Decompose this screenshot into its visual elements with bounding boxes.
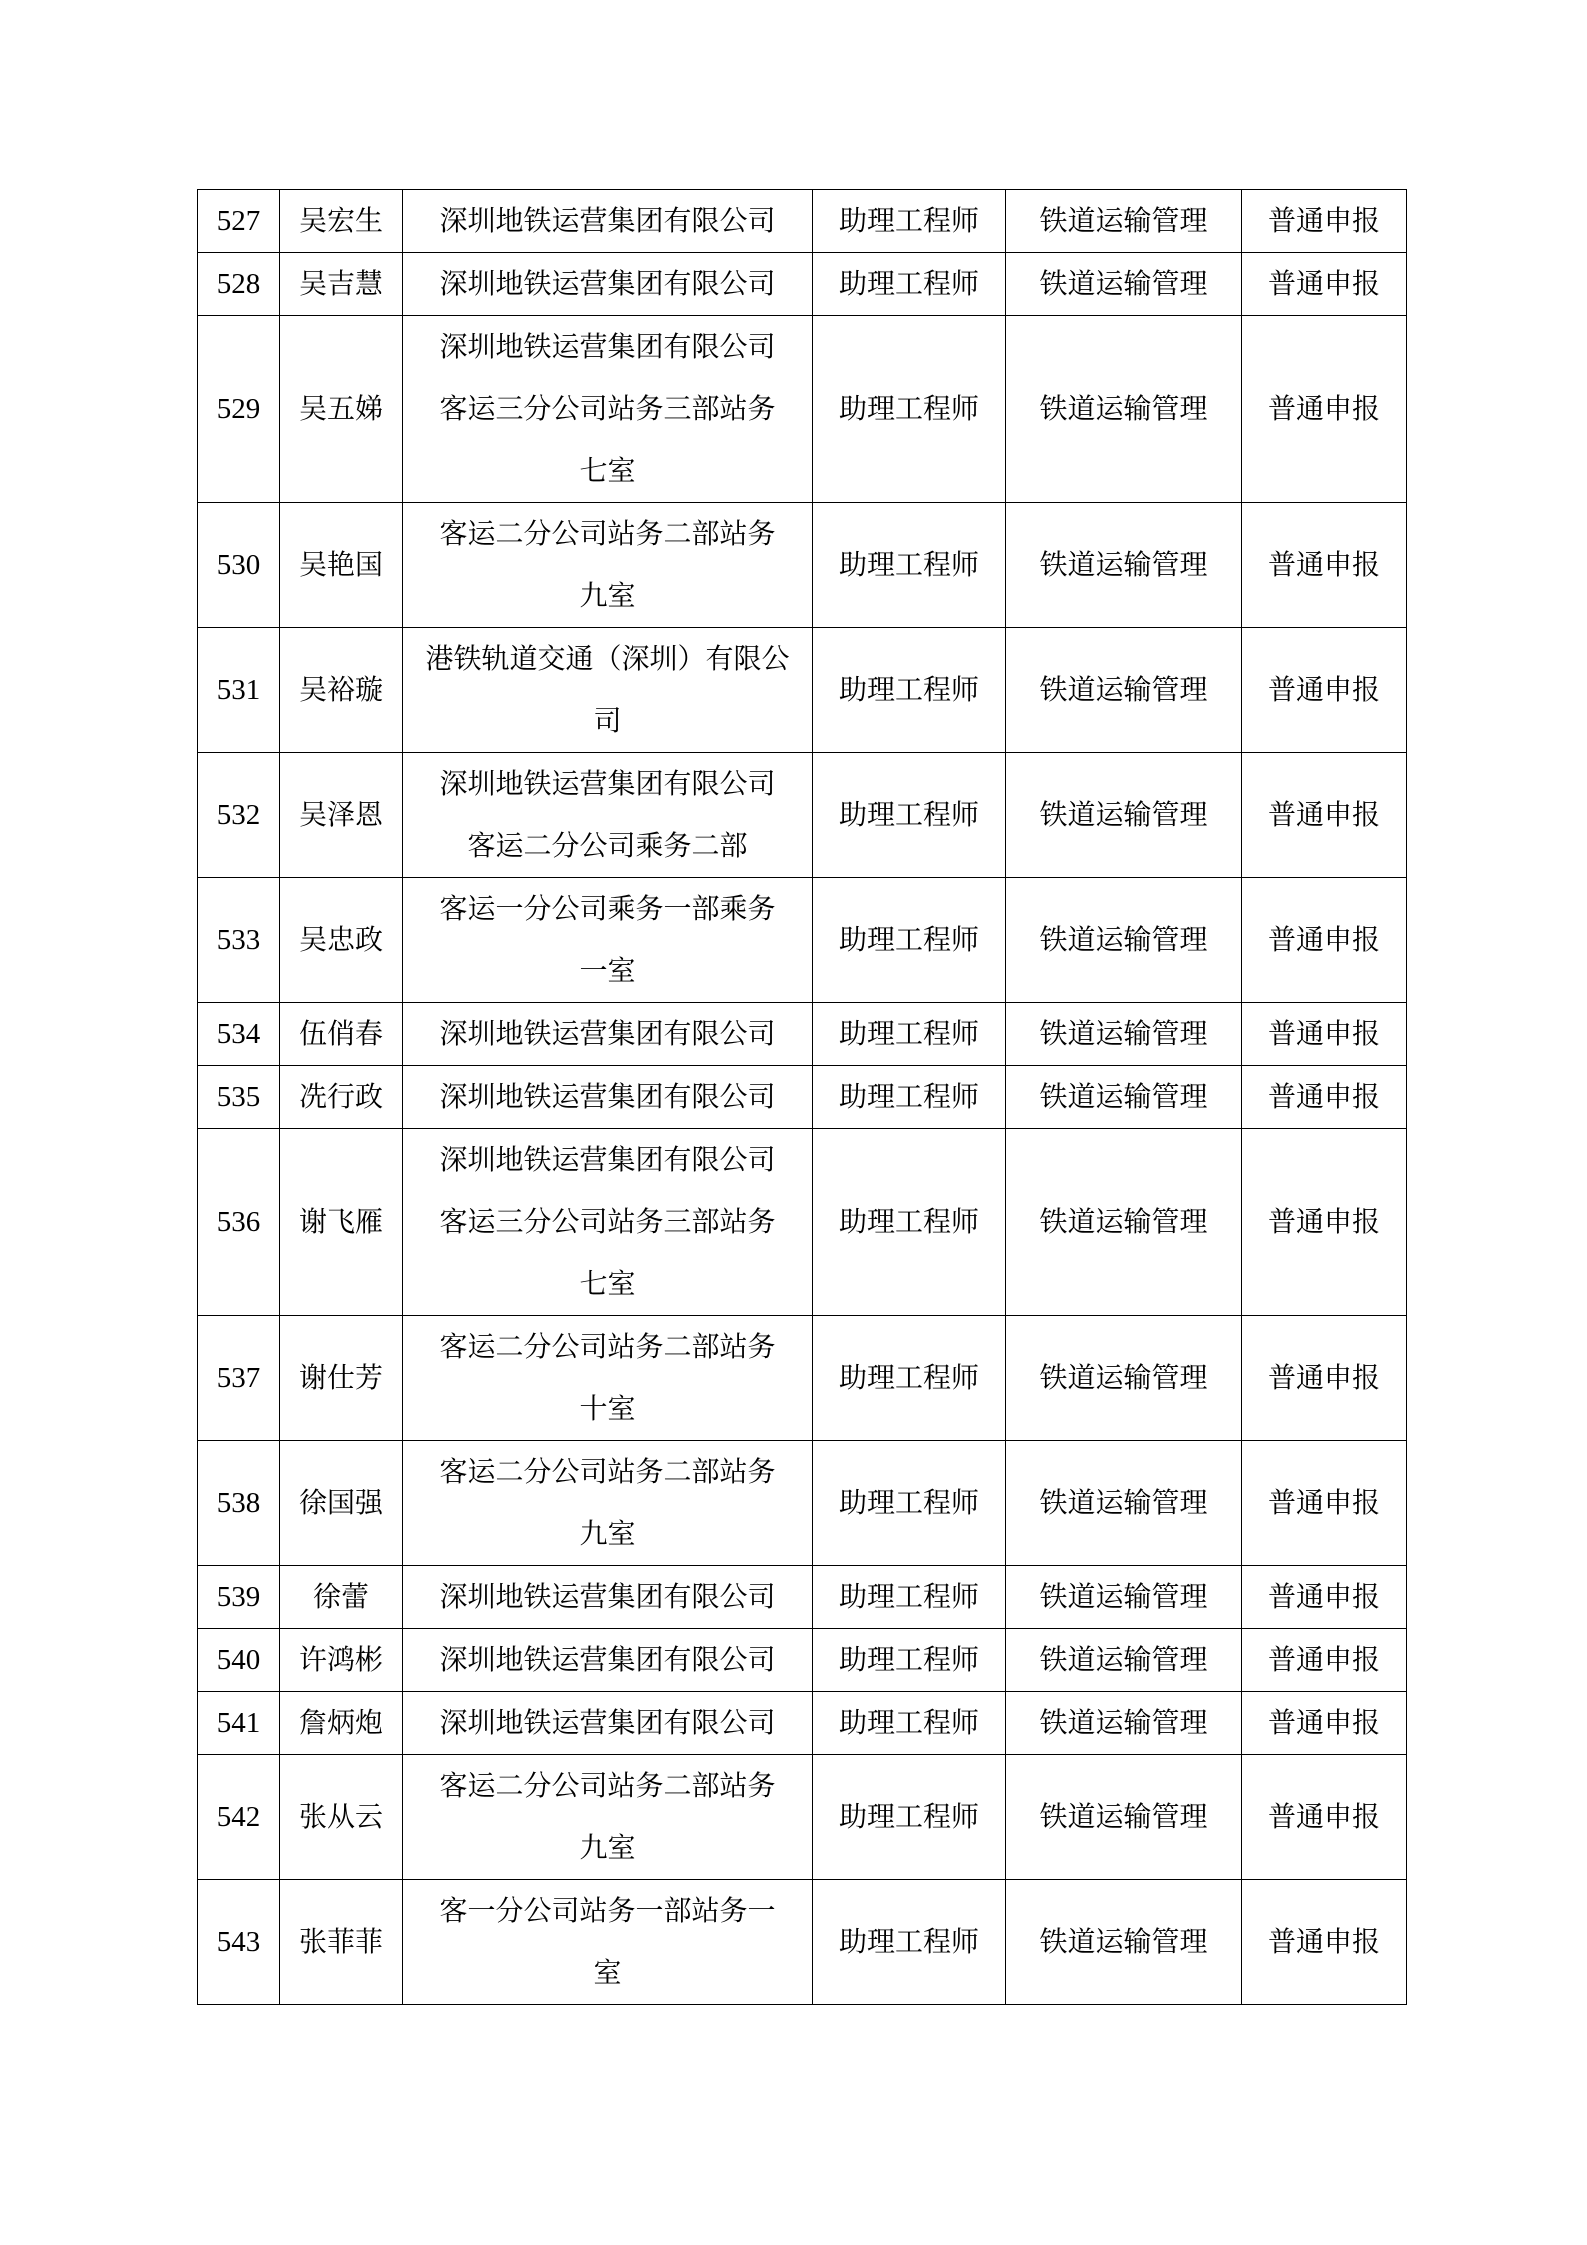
row-number: 538 xyxy=(198,1441,280,1566)
work-unit: 深圳地铁运营集团有限公司 客运二分公司乘务二部 xyxy=(403,753,813,878)
row-number: 539 xyxy=(198,1566,280,1629)
table-row xyxy=(198,1629,1407,1692)
table-row xyxy=(198,1441,1407,1566)
job-title: 助理工程师 xyxy=(813,503,1006,628)
work-unit: 客一分公司站务一部站务一 室 xyxy=(403,1880,813,2005)
row-number: 534 xyxy=(198,1003,280,1066)
application-type: 普通申报 xyxy=(1242,1441,1407,1566)
work-unit: 深圳地铁运营集团有限公司 客运三分公司站务三部站务 七室 xyxy=(403,1129,813,1316)
work-unit: 客运二分公司站务二部站务 九室 xyxy=(403,1441,813,1566)
specialty: 铁道运输管理 xyxy=(1006,190,1242,253)
job-title: 助理工程师 xyxy=(813,316,1006,503)
work-unit: 深圳地铁运营集团有限公司 xyxy=(403,253,813,316)
specialty: 铁道运输管理 xyxy=(1006,628,1242,753)
person-name: 吴泽恩 xyxy=(280,753,403,878)
specialty: 铁道运输管理 xyxy=(1006,1066,1242,1129)
application-type: 普通申报 xyxy=(1242,753,1407,878)
application-type: 普通申报 xyxy=(1242,1003,1407,1066)
specialty: 铁道运输管理 xyxy=(1006,1003,1242,1066)
application-type: 普通申报 xyxy=(1242,1566,1407,1629)
work-unit: 深圳地铁运营集团有限公司 xyxy=(403,1629,813,1692)
roster-table xyxy=(197,189,1407,2005)
work-unit: 深圳地铁运营集团有限公司 xyxy=(403,1066,813,1129)
application-type: 普通申报 xyxy=(1242,190,1407,253)
row-number: 540 xyxy=(198,1629,280,1692)
table-row xyxy=(198,316,1407,503)
job-title: 助理工程师 xyxy=(813,1129,1006,1316)
job-title: 助理工程师 xyxy=(813,753,1006,878)
person-name: 徐国强 xyxy=(280,1441,403,1566)
application-type: 普通申报 xyxy=(1242,628,1407,753)
application-type: 普通申报 xyxy=(1242,1629,1407,1692)
application-type: 普通申报 xyxy=(1242,1755,1407,1880)
application-type: 普通申报 xyxy=(1242,878,1407,1003)
job-title: 助理工程师 xyxy=(813,190,1006,253)
table-row xyxy=(198,1066,1407,1129)
person-name: 伍俏春 xyxy=(280,1003,403,1066)
specialty: 铁道运输管理 xyxy=(1006,1566,1242,1629)
job-title: 助理工程师 xyxy=(813,1066,1006,1129)
table-row xyxy=(198,253,1407,316)
row-number: 541 xyxy=(198,1692,280,1755)
row-number: 535 xyxy=(198,1066,280,1129)
work-unit: 客运二分公司站务二部站务 十室 xyxy=(403,1316,813,1441)
job-title: 助理工程师 xyxy=(813,1316,1006,1441)
person-name: 冼行政 xyxy=(280,1066,403,1129)
specialty: 铁道运输管理 xyxy=(1006,1316,1242,1441)
work-unit: 深圳地铁运营集团有限公司 xyxy=(403,1566,813,1629)
person-name: 谢仕芳 xyxy=(280,1316,403,1441)
application-type: 普通申报 xyxy=(1242,1129,1407,1316)
row-number: 532 xyxy=(198,753,280,878)
person-name: 吴吉慧 xyxy=(280,253,403,316)
person-name: 谢飞雁 xyxy=(280,1129,403,1316)
application-type: 普通申报 xyxy=(1242,503,1407,628)
job-title: 助理工程师 xyxy=(813,1441,1006,1566)
application-type: 普通申报 xyxy=(1242,1880,1407,2005)
table-row xyxy=(198,628,1407,753)
work-unit: 深圳地铁运营集团有限公司 xyxy=(403,1003,813,1066)
person-name: 吴宏生 xyxy=(280,190,403,253)
application-type: 普通申报 xyxy=(1242,1066,1407,1129)
person-name: 张从云 xyxy=(280,1755,403,1880)
job-title: 助理工程师 xyxy=(813,1003,1006,1066)
table-row xyxy=(198,1003,1407,1066)
work-unit: 客运一分公司乘务一部乘务 一室 xyxy=(403,878,813,1003)
job-title: 助理工程师 xyxy=(813,1629,1006,1692)
table-row xyxy=(198,753,1407,878)
specialty: 铁道运输管理 xyxy=(1006,1441,1242,1566)
person-name: 许鸿彬 xyxy=(280,1629,403,1692)
application-type: 普通申报 xyxy=(1242,1316,1407,1441)
work-unit: 深圳地铁运营集团有限公司 xyxy=(403,1692,813,1755)
specialty: 铁道运输管理 xyxy=(1006,1129,1242,1316)
job-title: 助理工程师 xyxy=(813,878,1006,1003)
job-title: 助理工程师 xyxy=(813,1880,1006,2005)
person-name: 吴艳国 xyxy=(280,503,403,628)
job-title: 助理工程师 xyxy=(813,253,1006,316)
specialty: 铁道运输管理 xyxy=(1006,878,1242,1003)
application-type: 普通申报 xyxy=(1242,1692,1407,1755)
job-title: 助理工程师 xyxy=(813,1692,1006,1755)
table-row xyxy=(198,503,1407,628)
row-number: 536 xyxy=(198,1129,280,1316)
application-type: 普通申报 xyxy=(1242,253,1407,316)
table-row xyxy=(198,1755,1407,1880)
row-number: 527 xyxy=(198,190,280,253)
work-unit: 深圳地铁运营集团有限公司 xyxy=(403,190,813,253)
person-name: 詹炳炮 xyxy=(280,1692,403,1755)
application-type: 普通申报 xyxy=(1242,316,1407,503)
table-row xyxy=(198,878,1407,1003)
row-number: 531 xyxy=(198,628,280,753)
table-row xyxy=(198,1566,1407,1629)
row-number: 543 xyxy=(198,1880,280,2005)
job-title: 助理工程师 xyxy=(813,1755,1006,1880)
table-row xyxy=(198,1129,1407,1316)
row-number: 537 xyxy=(198,1316,280,1441)
table-row xyxy=(198,1316,1407,1441)
specialty: 铁道运输管理 xyxy=(1006,503,1242,628)
specialty: 铁道运输管理 xyxy=(1006,753,1242,878)
person-name: 吴裕璇 xyxy=(280,628,403,753)
table-row xyxy=(198,1880,1407,2005)
table-row xyxy=(198,1692,1407,1755)
row-number: 533 xyxy=(198,878,280,1003)
work-unit: 客运二分公司站务二部站务 九室 xyxy=(403,1755,813,1880)
work-unit: 港铁轨道交通（深圳）有限公 司 xyxy=(403,628,813,753)
person-name: 吴五娣 xyxy=(280,316,403,503)
table-row xyxy=(198,190,1407,253)
specialty: 铁道运输管理 xyxy=(1006,1755,1242,1880)
person-name: 徐蕾 xyxy=(280,1566,403,1629)
row-number: 530 xyxy=(198,503,280,628)
row-number: 542 xyxy=(198,1755,280,1880)
job-title: 助理工程师 xyxy=(813,1566,1006,1629)
work-unit: 深圳地铁运营集团有限公司 客运三分公司站务三部站务 七室 xyxy=(403,316,813,503)
person-name: 吴忠政 xyxy=(280,878,403,1003)
row-number: 528 xyxy=(198,253,280,316)
specialty: 铁道运输管理 xyxy=(1006,1880,1242,2005)
work-unit: 客运二分公司站务二部站务 九室 xyxy=(403,503,813,628)
person-name: 张菲菲 xyxy=(280,1880,403,2005)
specialty: 铁道运输管理 xyxy=(1006,253,1242,316)
job-title: 助理工程师 xyxy=(813,628,1006,753)
roster-table-body xyxy=(198,190,1407,2005)
row-number: 529 xyxy=(198,316,280,503)
specialty: 铁道运输管理 xyxy=(1006,1692,1242,1755)
specialty: 铁道运输管理 xyxy=(1006,316,1242,503)
specialty: 铁道运输管理 xyxy=(1006,1629,1242,1692)
